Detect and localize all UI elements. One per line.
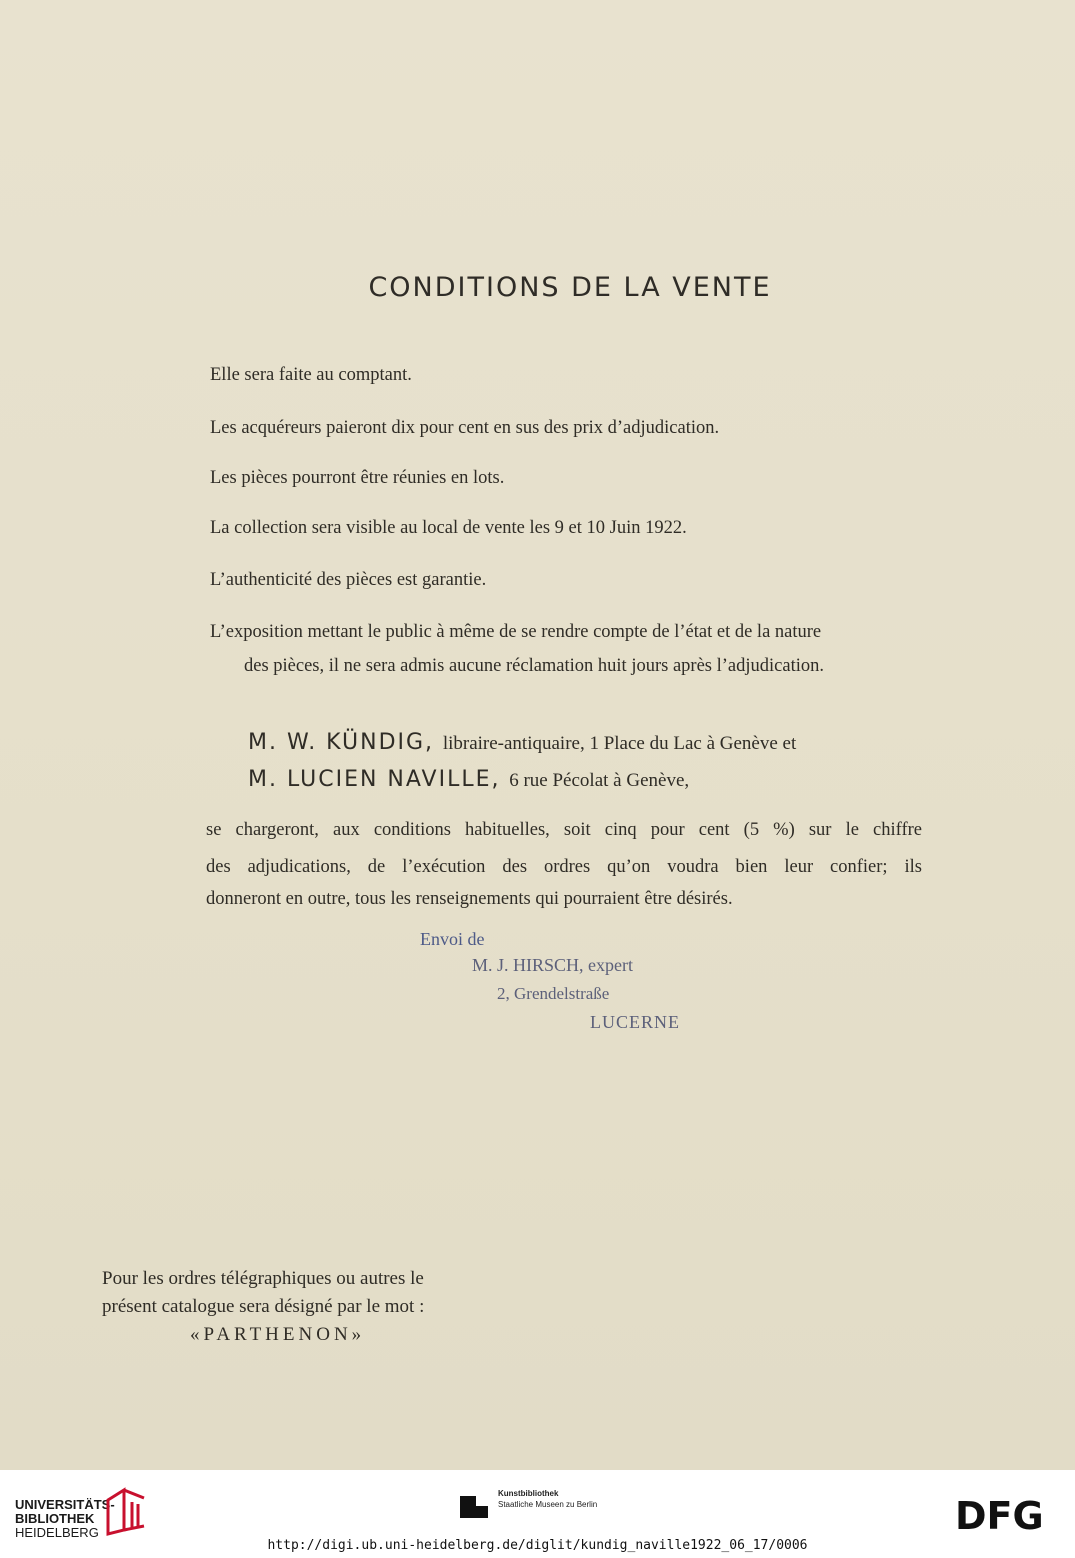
condition-paragraph: Elle sera faite au comptant. xyxy=(210,365,412,385)
kb-line: Kunstbibliothek xyxy=(498,1489,559,1498)
ub-line: UNIVERSITÄTS- xyxy=(15,1497,115,1512)
agents-text-line: donneront en outre, tous les renseignements qui pourraient être désirés. xyxy=(206,889,733,909)
kb-line: Staatliche Museen zu Berlin xyxy=(498,1500,598,1509)
footer-bar xyxy=(0,1470,1075,1558)
page-title: CONDITIONS DE LA VENTE xyxy=(368,272,772,303)
condition-paragraph: La collection sera visible au local de vente les 9 et 10 Juin 1922. xyxy=(210,518,687,538)
agent-detail: libraire-antiquaire, 1 Place du Lac à Genève et xyxy=(442,733,797,754)
ub-line: BIBLIOTHEK xyxy=(15,1511,95,1526)
kunstbibliothek-logo-icon xyxy=(458,1490,492,1524)
agent-kundig xyxy=(248,730,796,755)
stamp-line: Envoi de xyxy=(420,929,485,949)
order-codeword: «PARTHENON» xyxy=(190,1324,366,1345)
condition-paragraph: L’exposition mettant le public à même de se rendre compte de l’état et de la nature xyxy=(210,622,822,642)
dfg-text: DFG xyxy=(955,1496,1044,1536)
agent-name: M. W. KÜNDIG, xyxy=(248,730,435,755)
dfg-logo-icon xyxy=(955,1496,1061,1536)
stamp-line: M. J. HIRSCH, expert xyxy=(472,955,633,975)
agent-detail: 6 rue Pécolat à Genève, xyxy=(509,770,690,791)
agent-name: M. LUCIEN NAVILLE, xyxy=(248,767,501,792)
ub-heidelberg-logo-icon xyxy=(104,1486,150,1536)
order-note-line: Pour les ordres télégraphiques ou autres le xyxy=(102,1268,424,1289)
condition-paragraph: Les pièces pourront être réunies en lots. xyxy=(210,468,505,488)
ub-heidelberg-wordmark[interactable] xyxy=(15,1498,115,1540)
stamp-line: 2, Grendelstraße xyxy=(497,984,610,1003)
kunstbibliothek-label xyxy=(498,1488,597,1510)
ub-line: HEIDELBERG xyxy=(15,1525,99,1540)
agents-text-line: des adjudications, de l’exécution des ordres qu’on voudra bien leur confier; ils xyxy=(206,857,922,877)
stamp-line: LUCERNE xyxy=(590,1012,680,1032)
source-url-link[interactable]: http://digi.ub.uni-heidelberg.de/diglit/kundig_naville1922_06_17/0006 xyxy=(267,1538,808,1553)
agent-naville xyxy=(248,767,689,792)
order-note-line: présent catalogue sera désigné par le mot : xyxy=(102,1296,425,1317)
agents-text-line: se chargeront, aux conditions habituelles, soit cinq pour cent (5 %) sur le chiffre xyxy=(206,820,922,840)
condition-paragraph: L’authenticité des pièces est garantie. xyxy=(210,570,487,590)
condition-paragraph-continued: des pièces, il ne sera admis aucune réclamation huit jours après l’adjudication. xyxy=(244,656,824,676)
condition-paragraph: Les acquéreurs paieront dix pour cent en sus des prix d’adjudication. xyxy=(210,418,720,438)
